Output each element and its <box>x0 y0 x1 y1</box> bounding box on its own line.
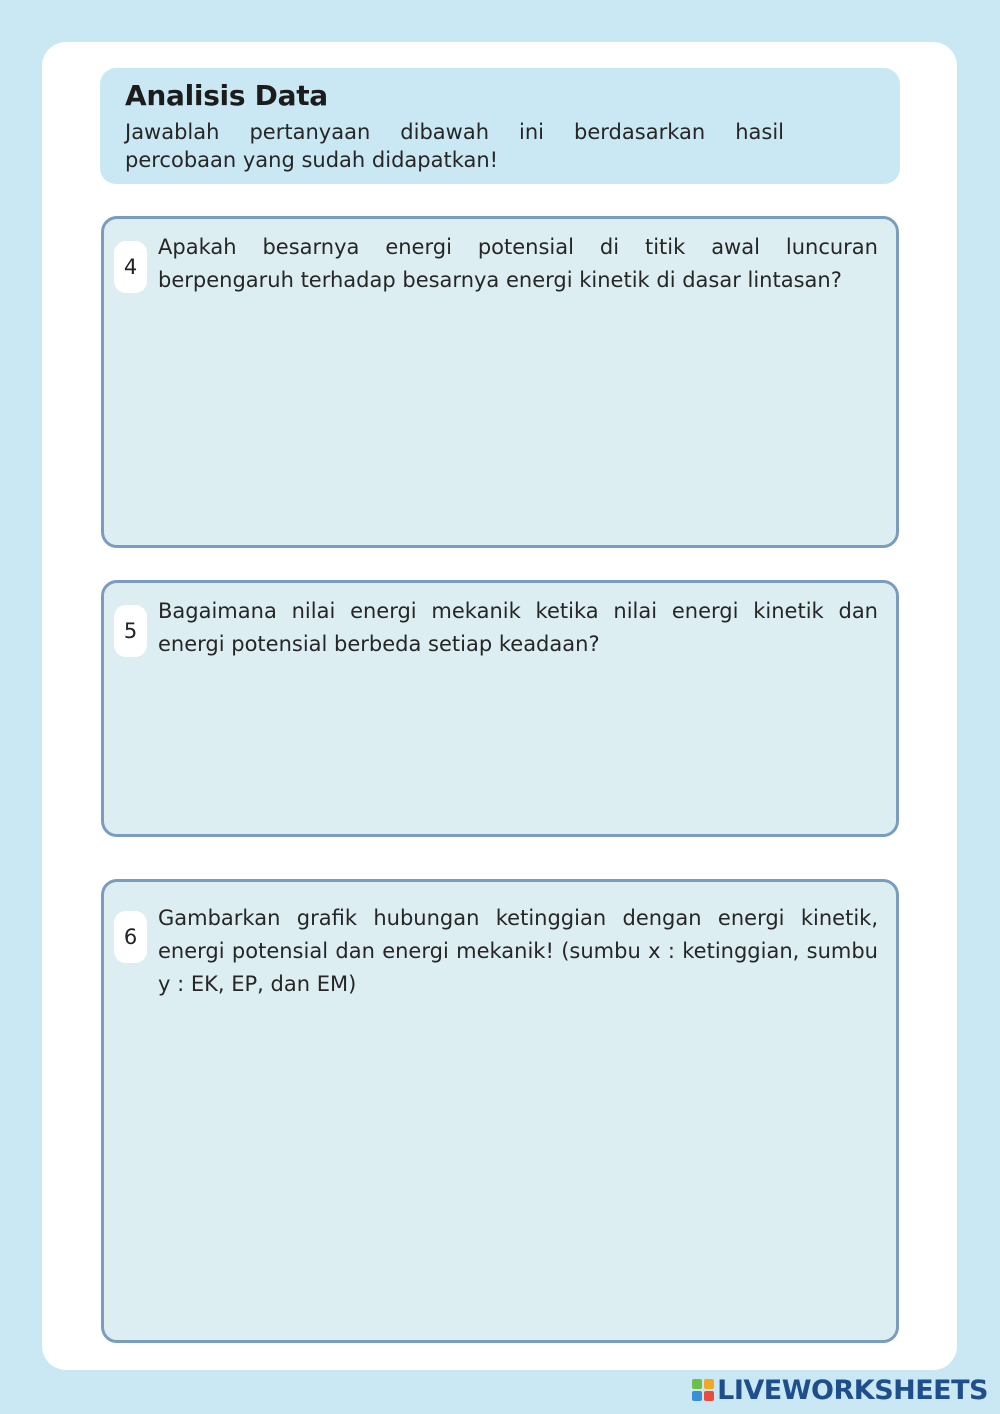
question-number-badge: 4 <box>114 241 147 293</box>
question-card-5 <box>101 580 899 837</box>
answer-area[interactable] <box>158 305 878 531</box>
liveworksheets-brand <box>692 1374 988 1406</box>
logo-square <box>692 1379 702 1389</box>
logo-square <box>692 1391 702 1401</box>
question-text: Bagaimana nilai energi mekanik ketika nilai energi kinetik dan energi potensial berbeda setiap keadaan? <box>158 599 878 656</box>
question-number-badge: 6 <box>114 911 147 963</box>
section-instructions: Jawablah pertanyaan dibawah ini berdasarkan hasil percobaan yang sudah didapatkan! <box>125 120 784 172</box>
graph-drawing-area[interactable] <box>158 1004 878 1326</box>
question-text: Gambarkan grafik hubungan ketinggian dengan energi kinetik, energi potensial dan energi mekanik! (sumbu x : ketinggian, sumbu y : EK, EP, dan EM) <box>158 906 878 996</box>
logo-square <box>704 1379 714 1389</box>
question-number-badge: 5 <box>114 605 147 657</box>
section-header <box>100 68 900 184</box>
brand-name: LIVEWORKSHEETS <box>717 1374 988 1406</box>
question-card-4 <box>101 216 899 548</box>
logo-square <box>704 1391 714 1401</box>
liveworksheets-logo-icon <box>692 1379 714 1401</box>
section-title: Analisis Data <box>125 79 328 112</box>
question-card-6 <box>101 879 899 1343</box>
question-text: Apakah besarnya energi potensial di titik awal luncuran berpengaruh terhadap besarnya energi kinetik di dasar lintasan? <box>158 235 878 292</box>
answer-area[interactable] <box>158 669 878 820</box>
